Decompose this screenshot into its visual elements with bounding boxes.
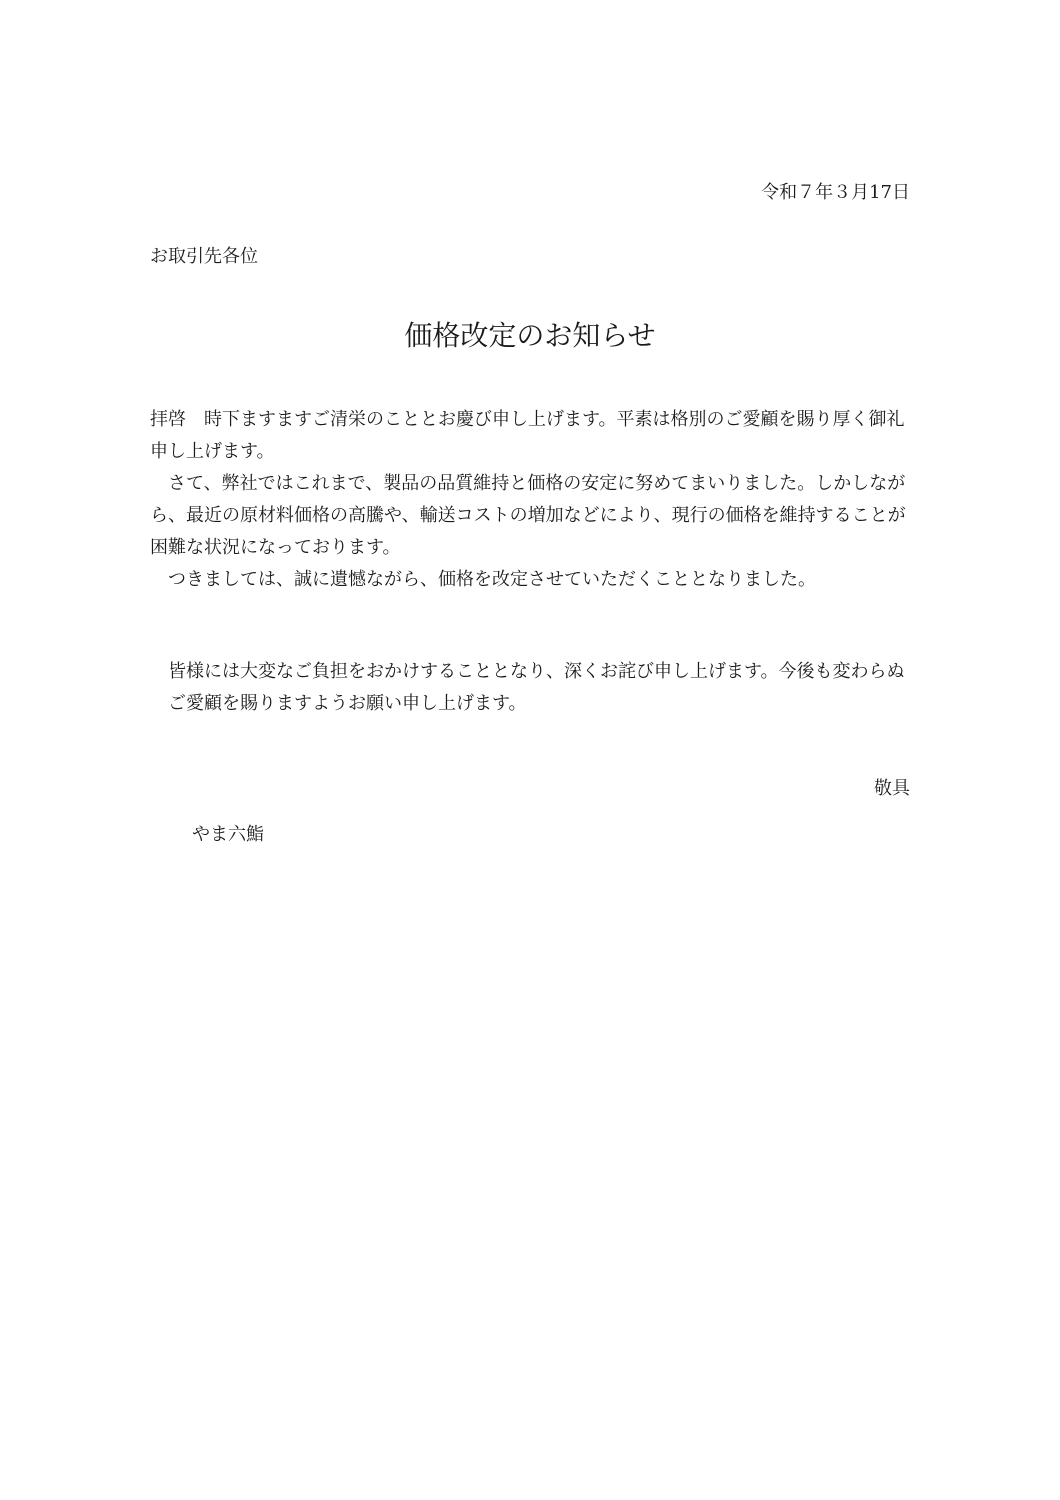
reason-paragraph: さて、弊社ではこれまで、製品の品質維持と価格の安定に努めてまいりました。しかしながら、最近の原材料価格の高騰や、輸送コストの増加などにより、現行の価格を維持することが困難な状況になっております。 (150, 473, 906, 558)
letter-date: 令和７年３月17日 (761, 182, 910, 203)
announcement-paragraph: つきましては、誠に遺憾ながら、価格を改定させていただくこととなりました。 (168, 569, 816, 590)
letter-body (150, 404, 910, 596)
letter-title: 価格改定のお知らせ (404, 319, 656, 352)
apology-paragraph: 皆様には大変なご負担をおかけすることとなり、深くお詫び申し上げます。今後も変わらぬご愛顧を賜りますようお願い申し上げます。 (168, 661, 905, 714)
letter-recipient: お取引先各位 (150, 246, 258, 267)
letter-keigu: 敬具 (874, 778, 910, 799)
letter-sender: やま六鮨 (192, 824, 264, 845)
letter-closing (150, 656, 910, 720)
greeting-paragraph: 拝啓 時下ますますご清栄のこととお慶び申し上げます。平素は格別のご愛顧を賜り厚く御礼申し上げます。 (150, 409, 905, 462)
